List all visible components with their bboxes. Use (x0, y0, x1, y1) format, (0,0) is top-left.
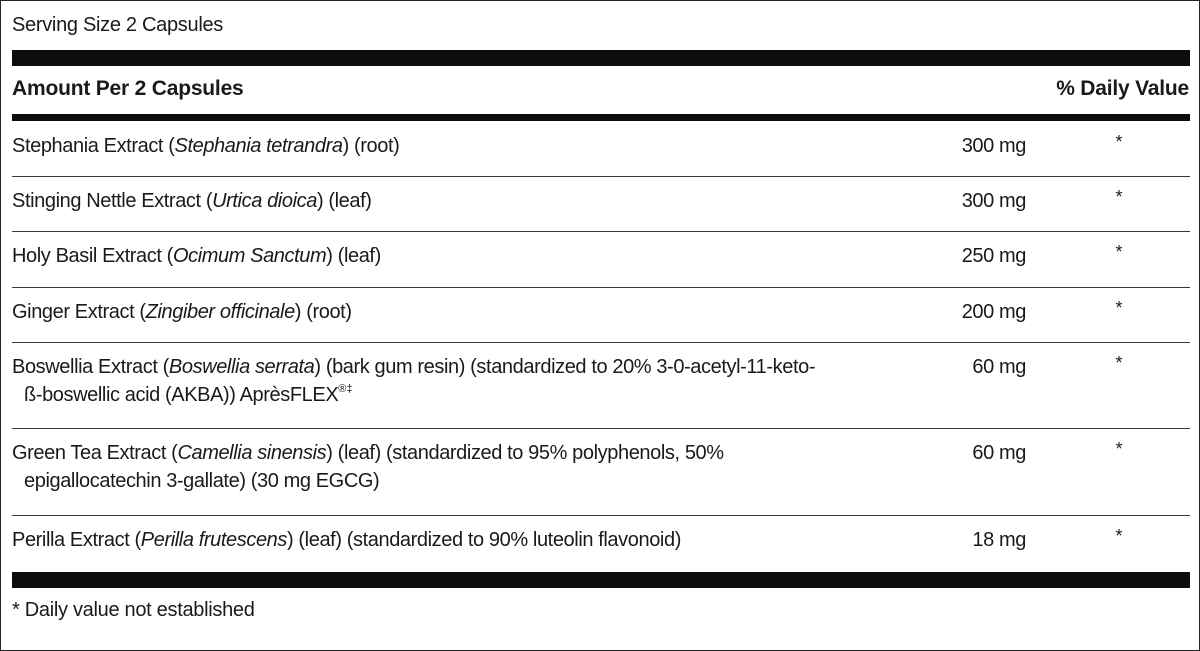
ingredient-name-continued: epigallocatechin 3-gallate) (30 mg EGCG) (24, 470, 380, 492)
ingredient-row-boswellia (12, 343, 1190, 429)
ingredient-amount: 60 mg (972, 356, 1026, 378)
ingredient-name: Stinging Nettle Extract (Urtica dioica) (leaf) (12, 190, 372, 212)
ingredient-name: Stephania Extract (Stephania tetrandra) (root) (12, 135, 400, 157)
daily-value: * (1115, 526, 1123, 546)
ingredient-name: Holy Basil Extract (Ocimum Sanctum) (leaf) (12, 245, 381, 267)
ingredient-name: Ginger Extract (Zingiber officinale) (root) (12, 301, 352, 323)
trademark-marks: ®‡ (338, 383, 353, 395)
daily-value: * (1115, 439, 1123, 459)
daily-value: * (1115, 353, 1123, 373)
ingredient-row-green-tea (12, 429, 1190, 516)
serving-size: Serving Size 2 Capsules (12, 14, 223, 36)
latin-name: Zingiber officinale (145, 301, 295, 323)
footnote: * Daily value not established (12, 599, 255, 621)
ingredient-row-stephania (12, 122, 1190, 177)
amount-per-serving-header: Amount Per 2 Capsules (12, 77, 244, 100)
ingredient-row-ginger (12, 288, 1190, 343)
daily-value-header: % Daily Value (1056, 77, 1189, 100)
latin-name: Perilla frutescens (140, 529, 287, 551)
ingredient-amount: 200 mg (961, 301, 1026, 323)
ingredient-amount: 60 mg (972, 442, 1026, 464)
thick-divider-top (12, 50, 1190, 66)
daily-value: * (1115, 187, 1123, 207)
ingredient-amount: 300 mg (961, 190, 1026, 212)
ingredient-name-continued: ß-boswellic acid (AKBA)) AprèsFLEX®‡ (24, 383, 353, 406)
ingredient-name: Boswellia Extract (Boswellia serrata) (bark gum resin) (standardized to 20% 3-0-acetyl-11-keto- ß-boswellic acid (AKBA)) AprèsFLEX®‡ (12, 353, 912, 409)
ingredient-name: Green Tea Extract (Camellia sinensis) (leaf) (standardized to 95% polyphenols, 50% epigallocatechin 3-gallate) (30 mg EGCG) (12, 439, 912, 495)
medium-divider (12, 114, 1190, 121)
ingredient-amount: 250 mg (961, 245, 1026, 267)
latin-name: Urtica dioica (212, 190, 317, 212)
latin-name: Stephania tetrandra (174, 135, 343, 157)
thick-divider-bottom (12, 572, 1190, 588)
ingredient-row-stinging-nettle (12, 177, 1190, 232)
latin-name: Boswellia serrata (168, 356, 315, 378)
latin-name: Ocimum Sanctum (172, 245, 327, 267)
ingredient-row-holy-basil (12, 232, 1190, 288)
daily-value: * (1115, 132, 1123, 152)
ingredient-amount: 300 mg (961, 135, 1026, 157)
ingredient-row-perilla (12, 516, 1190, 572)
daily-value: * (1115, 298, 1123, 318)
daily-value: * (1115, 242, 1123, 262)
ingredient-amount: 18 mg (972, 529, 1026, 551)
ingredient-name: Perilla Extract (Perilla frutescens) (leaf) (standardized to 90% luteolin flavonoid) (12, 529, 681, 551)
latin-name: Camellia sinensis (177, 442, 327, 464)
